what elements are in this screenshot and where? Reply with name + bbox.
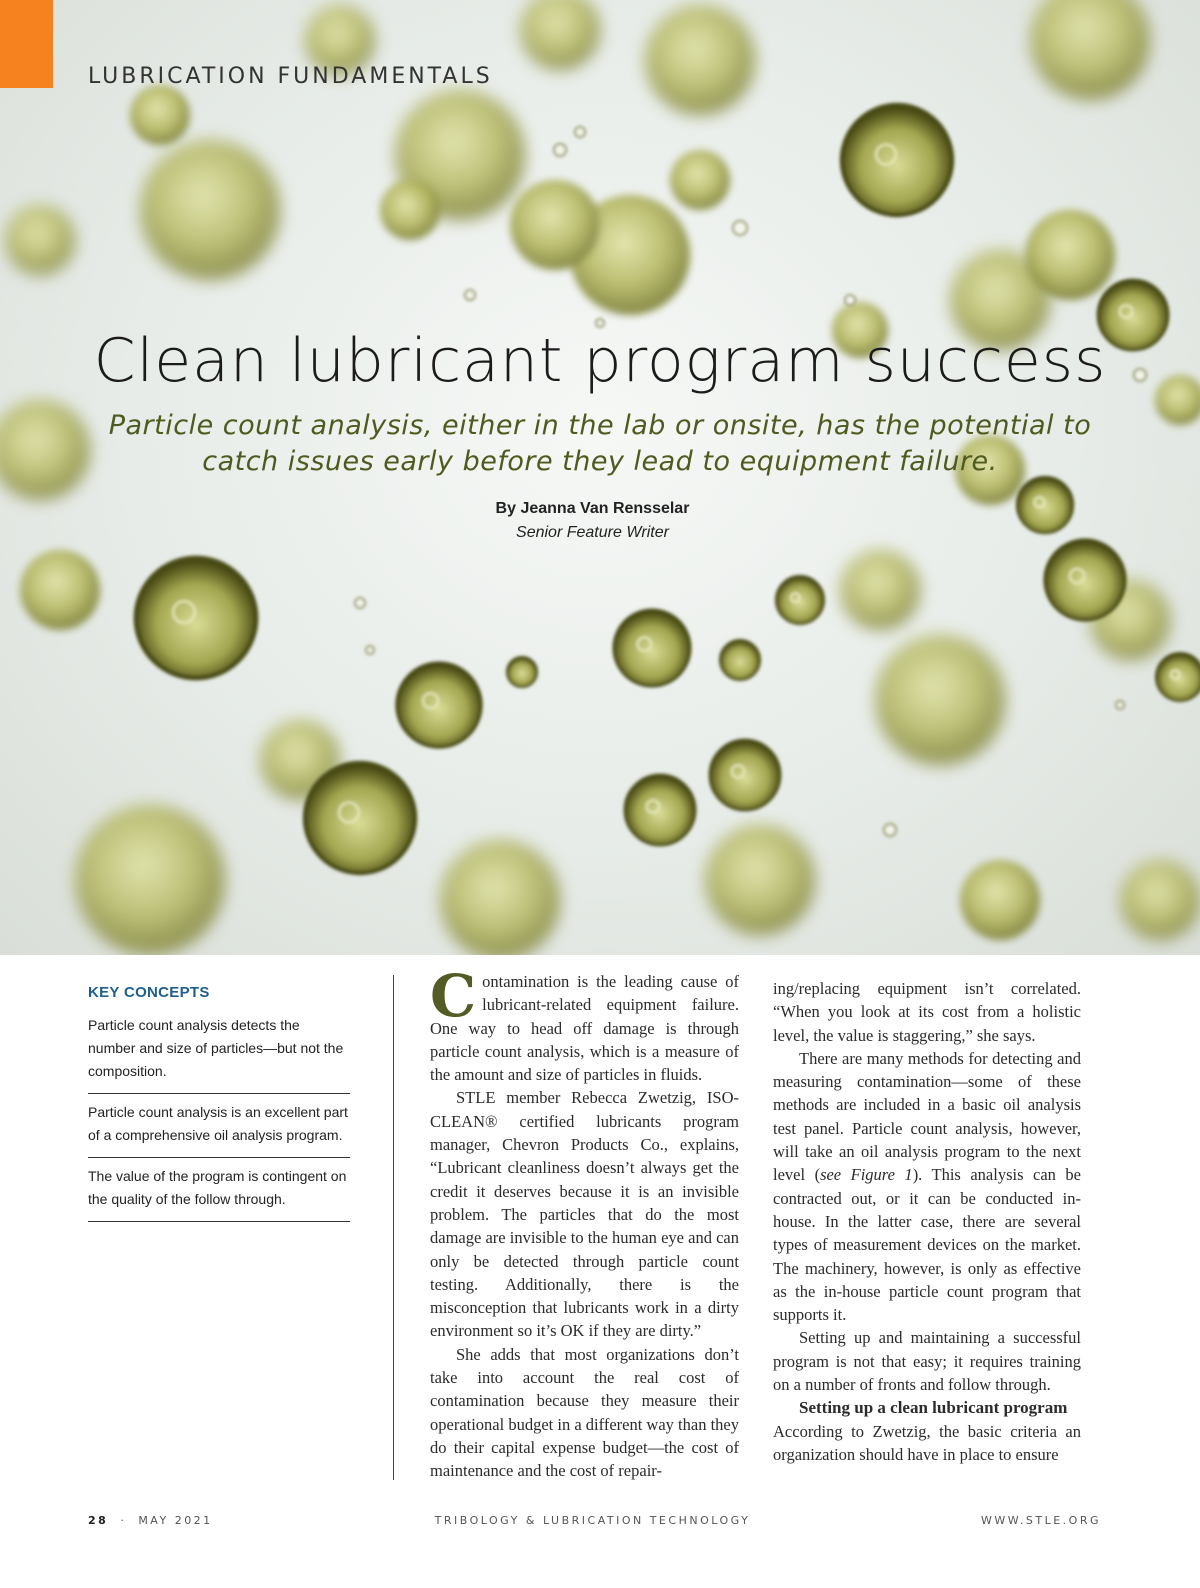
byline-role: Senior Feature Writer bbox=[516, 524, 669, 541]
article-column-2 bbox=[773, 977, 1081, 1466]
oil-bubble bbox=[1025, 210, 1115, 300]
oil-bubble bbox=[507, 657, 537, 687]
oil-bubble bbox=[776, 576, 824, 624]
oil-bubble bbox=[575, 127, 585, 137]
oil-bubble bbox=[136, 558, 256, 678]
oil-bubble bbox=[645, 5, 755, 115]
byline: By Jeanna Van Rensselar bbox=[495, 500, 690, 517]
oil-bubble bbox=[305, 763, 415, 873]
oil-bubble bbox=[20, 550, 100, 630]
oil-bubble bbox=[840, 550, 920, 630]
figure-reference: see Figure 1 bbox=[820, 1165, 913, 1185]
oil-bubble bbox=[355, 598, 365, 608]
article-column-1 bbox=[430, 962, 739, 1483]
oil-bubble bbox=[440, 840, 560, 955]
oil-bubble bbox=[380, 180, 440, 240]
folio-separator: · bbox=[120, 1514, 127, 1527]
oil-bubble bbox=[1045, 540, 1125, 620]
issue-date: MAY 2021 bbox=[138, 1514, 213, 1527]
paragraph: She adds that most organizations don’t take into account the real cost of contamination because they measure their operational budget in a different way than they do their capital expense budget—the cost of maintenance and the cost of repair- bbox=[430, 1344, 739, 1481]
key-concept-item: Particle count analysis is an excellent part of a comprehensive oil analysis program. bbox=[88, 1101, 350, 1158]
oil-bubble bbox=[1030, 0, 1150, 100]
oil-bubble bbox=[366, 646, 374, 654]
oil-bubble bbox=[1120, 860, 1200, 940]
oil-bubble bbox=[614, 610, 690, 686]
oil-bubble bbox=[75, 805, 225, 955]
oil-bubble bbox=[960, 860, 1040, 940]
paragraph: According to Zwetzig, the basic criteria an organization should have in place to ensure bbox=[773, 1421, 1081, 1464]
oil-bubble bbox=[140, 140, 280, 280]
oil-bubble bbox=[465, 290, 475, 300]
oil-bubble bbox=[5, 205, 75, 275]
paragraph: Setting up and maintaining a successful program is not that easy; it requires training on a number of fronts and follow through. bbox=[773, 1328, 1081, 1395]
oil-bubble bbox=[733, 221, 747, 235]
section-label: LUBRICATION FUNDAMENTALS bbox=[88, 64, 493, 89]
oil-bubble bbox=[670, 150, 730, 210]
oil-bubble bbox=[130, 85, 190, 145]
oil-bubble bbox=[554, 144, 566, 156]
oil-bubble bbox=[1116, 701, 1124, 709]
oil-bubble bbox=[397, 663, 481, 747]
oil-bubble bbox=[720, 640, 760, 680]
key-concepts-title: KEY CONCEPTS bbox=[88, 984, 210, 1001]
article-title: Clean lubricant program success bbox=[93, 326, 1107, 396]
paragraph: ing/replacing equipment isn’t correlated. “When you look at its cost from a holistic level, the value is staggering,” she says. bbox=[773, 979, 1081, 1045]
paragraph: Contamination is the leading cause of lubricant-related equipment failure. One way to head off damage is through particle count analysis, which is a measure of the amount and size of particles in fluids. bbox=[430, 962, 739, 1085]
section-accent-tab bbox=[0, 0, 53, 88]
oil-bubble bbox=[510, 180, 600, 270]
oil-bubble bbox=[845, 295, 855, 305]
oil-bubble bbox=[520, 0, 600, 70]
oil-bubble bbox=[875, 635, 1005, 765]
oil-bubble bbox=[884, 824, 896, 836]
page-number: 28 bbox=[88, 1514, 109, 1527]
oil-bubble bbox=[0, 400, 90, 500]
key-concept-item: Particle count analysis detects the number and size of particles—but not the composition. bbox=[88, 1014, 350, 1094]
subheading: Setting up a clean lubricant program bbox=[799, 1398, 1068, 1418]
column-divider bbox=[393, 975, 394, 1480]
article-dek: Particle count analysis, either in the lab or onsite, has the potential to catch issues early before they lead to equipment failure. bbox=[108, 410, 1092, 477]
oil-bubble bbox=[705, 825, 815, 935]
footer-publication: TRIBOLOGY & LUBRICATION TECHNOLOGY bbox=[434, 1514, 751, 1527]
key-concept-item: The value of the program is contingent on the quality of the follow through. bbox=[88, 1165, 350, 1222]
drop-cap: C bbox=[430, 962, 477, 1030]
oil-bubble bbox=[842, 105, 952, 215]
oil-bubble bbox=[625, 775, 695, 845]
paragraph: STLE member Rebecca Zwetzig, ISO-CLEAN® certified lubricants program manager, Chevron Products Co., explains, “Lubricant cleanliness doesn’t always get the credit it deserves because it is an invisible problem. The particles that do the most damage are invisible to the human eye and can only be detected through particle count testing. Additionally, there is the misconception that lubricants work in a dirty environment so it’s OK if they are dirty.” bbox=[430, 1088, 739, 1341]
paragraph: There are many methods for detecting and measuring contamination—some of these methods are included in a basic oil analysis test panel. Particle count analysis, however, will take an oil analysis program to the next level (see Figure 1). This analysis can be contracted out, or it can be conducted in-house. In the latter case, there are several types of measurement devices on the market. The machinery, however, is only as effective as the in-house particle count program that supports it. bbox=[773, 1048, 1081, 1325]
oil-bubble bbox=[710, 740, 780, 810]
footer-website: WWW.STLE.ORG bbox=[981, 1514, 1101, 1527]
